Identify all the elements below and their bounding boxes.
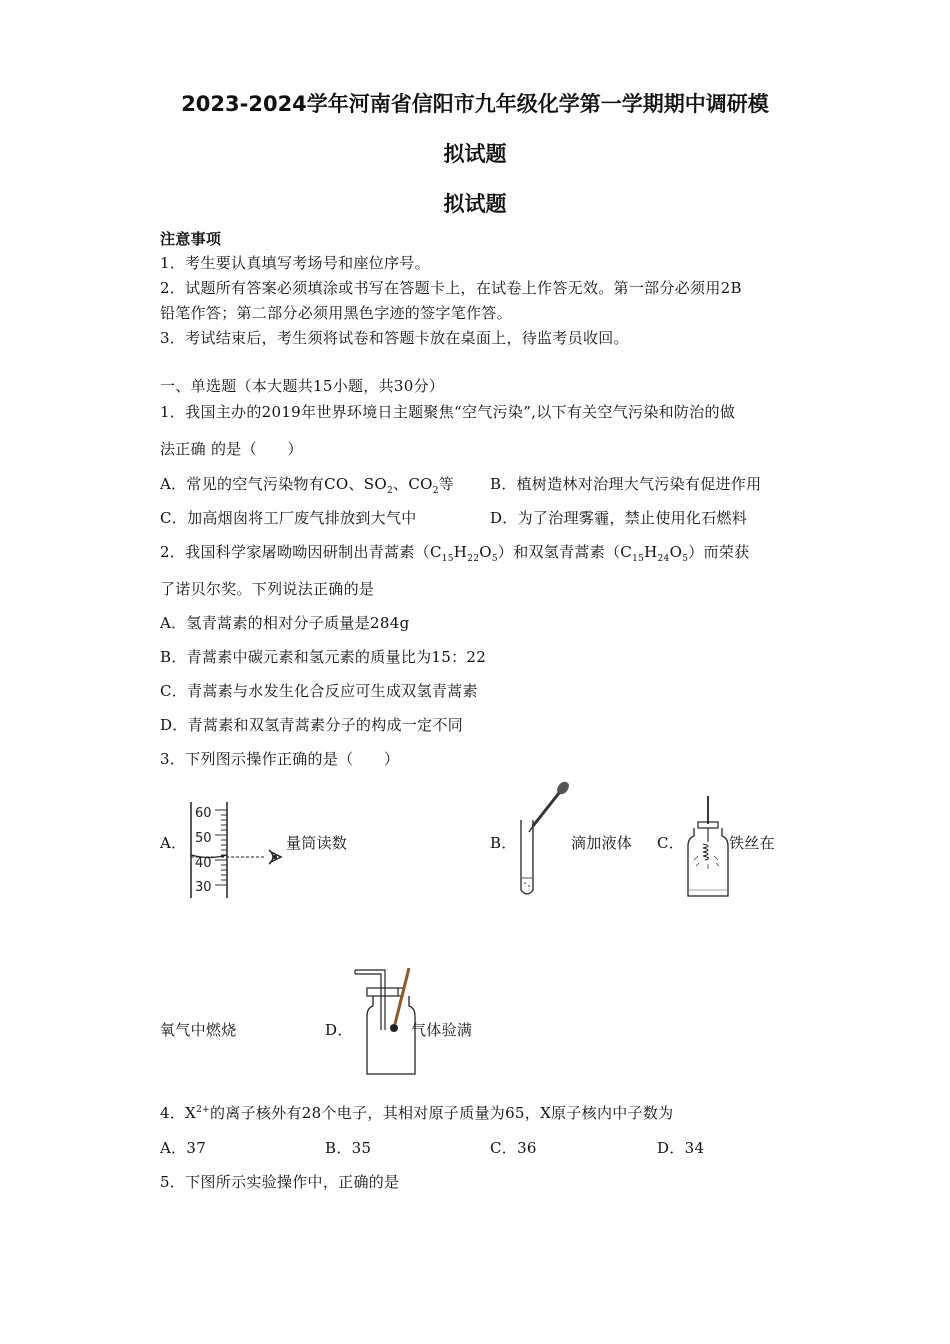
- q1-option-d: D．为了治理雾霾，禁止使用化石燃料: [490, 509, 748, 527]
- section-heading: 一、单选题（本大题共15小题，共30分）: [160, 377, 445, 395]
- cylinder-tick-60: 60: [195, 806, 212, 821]
- q2-stem-b: 了诺贝尔奖。下列说法正确的是: [160, 580, 375, 598]
- page-title: 2023-2024学年河南省信阳市九年级化学第一学期期中调研模: [181, 92, 769, 116]
- notice-item-2b: 铅笔作答；第二部分必须用黑色字迹的签字笔作答。: [160, 304, 512, 322]
- q1-option-b: B．植树造林对治理大气污染有促进作用: [490, 475, 762, 493]
- q4-stem: 4．$X^{2+}$的离子核外有28个电子，其相对原子质量为65，X原子核内中子数为: [160, 1104, 674, 1122]
- q4-option-d: D．34: [657, 1139, 705, 1157]
- page-subtitle: 拟试题: [443, 142, 507, 166]
- q1-stem-a: 1．我国主办的2019年世界环境日主题聚焦“空气污染”,以下有关空气污染和防治的做: [160, 403, 736, 421]
- q3-option-b-letter: B．: [490, 834, 517, 852]
- q3-option-c-letter: C．: [657, 834, 685, 852]
- notice-item-2a: 2．试题所有答案必须填涂或书写在答题卡上，在试卷上作答无效。第一部分必须用2B: [160, 279, 742, 297]
- cylinder-tick-40: 40: [195, 856, 212, 871]
- notice-item-1: 1．考生要认真填写考场号和座位序号。: [160, 254, 430, 272]
- q3-option-a-letter: A．: [160, 834, 187, 852]
- q4-option-a: A．37: [160, 1139, 207, 1157]
- q4-option-c: C．36: [490, 1139, 537, 1157]
- cylinder-tick-30: 30: [195, 880, 212, 895]
- q3-option-c-label-continued: 氧气中燃烧: [160, 1021, 237, 1039]
- cylinder-tick-50: 50: [195, 831, 212, 846]
- q3-option-b-label: 滴加液体: [571, 834, 633, 852]
- q3-option-d-label: 气体验满: [411, 1021, 473, 1039]
- dropper-test-tube-figure: [515, 778, 575, 900]
- q1-stem-b: 法正确 的是（ ）: [160, 440, 303, 458]
- q2-option-d: D．青蒿素和双氢青蒿素分子的构成一定不同: [160, 716, 464, 734]
- iron-wire-bottle-figure: [684, 794, 732, 900]
- q3-stem: 3．下列图示操作正确的是（ ）: [160, 750, 400, 768]
- q1-option-c: C．加高烟囱将工厂废气排放到大气中: [160, 509, 417, 527]
- q2-option-b: B．青蒿素中碳元素和氢元素的质量比为15：22: [160, 648, 487, 666]
- q5-stem: 5．下图所示实验操作中，正确的是: [160, 1173, 400, 1191]
- q3-option-c-label: 铁丝在: [729, 834, 775, 852]
- q3-option-a-label: 量筒读数: [286, 834, 348, 852]
- q4-option-b: B．35: [325, 1139, 372, 1157]
- q2-option-a: A．氢青蒿素的相对分子质量是284g: [160, 614, 410, 632]
- q3-option-d-letter: D．: [325, 1021, 353, 1039]
- graduated-cylinder-figure: [185, 800, 285, 900]
- page-subtitle-repeat: 拟试题: [443, 192, 507, 216]
- q1-option-a: A．常见的空气污染物有CO、$SO_2$、$CO_2$等: [160, 475, 455, 496]
- notice-heading: 注意事项: [160, 230, 222, 248]
- q2-stem-a: 2．我国科学家屠呦呦因研制出青蒿素$(C_{15}H_{22}O_5)$和双氢青蒿素$(C_{15}H_{24}O_5)$而荣获: [160, 543, 750, 564]
- notice-item-3: 3．考试结束后，考生须将试卷和答题卡放在桌面上，待监考员收回。: [160, 329, 629, 347]
- q2-option-c: C．青蒿素与水发生化合反应可生成双氢青蒿素: [160, 682, 478, 700]
